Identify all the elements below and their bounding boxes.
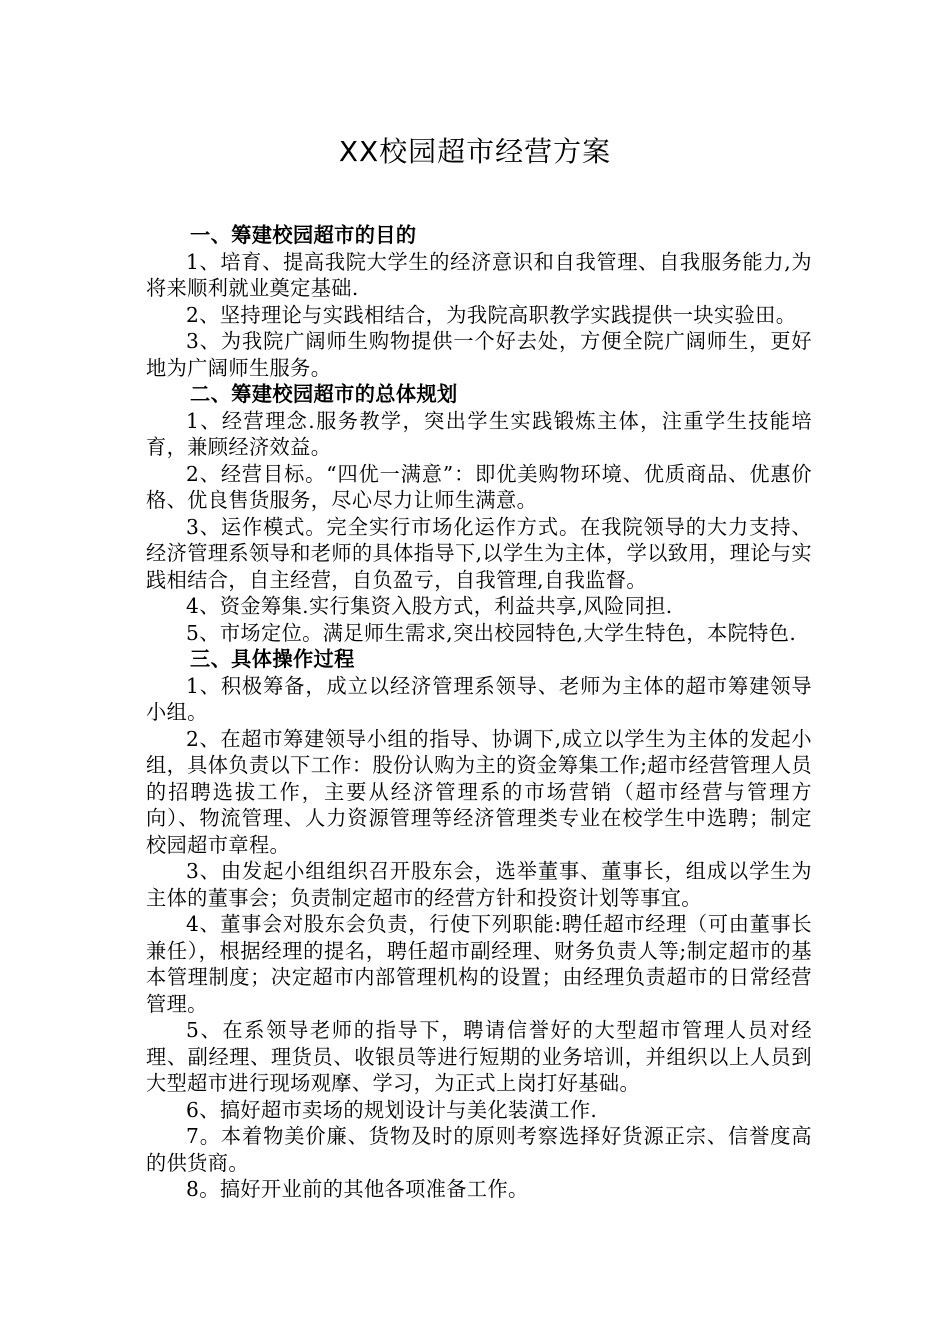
paragraph: 8。搞好开业前的其他各项准备工作。 <box>186 1177 529 1201</box>
paragraph: 1、积极筹备，成立以经济管理系领导、老师为主体的超市筹建领导小组。 <box>146 673 812 724</box>
paragraph: 2、经营目标。“四优一满意”：即优美购物环境、优质商品、优惠价格、优良售货服务，尽心尽力让师生满意。 <box>146 461 812 512</box>
section-heading: 一、筹建校园超市的目的 <box>190 223 417 247</box>
paragraph: 2、在超市筹建领导小组的指导、协调下,成立以学生为主体的发起小组，具体负责以下工作：股份认购为主的资金筹集工作;超市经营管理人员的招聘选拔工作，主要从经济管理系的市场营销（超市经营与管理方向）、物流管理、人力资源管理等经济管理类专业在校学生中选聘；制定校园超市章程。 <box>146 726 813 857</box>
paragraph: 3、由发起小组组织召开股东会，选举董事、董事长，组成以学生为主体的董事会；负责制定超市的经营方针和投资计划等事宜。 <box>146 859 812 910</box>
paragraph: 4、资金筹集.实行集资入股方式，利益共享,风险同担. <box>186 594 673 618</box>
paragraph: 2、坚持理论与实践相结合，为我院高职教学实践提供一块实验田。 <box>186 302 797 327</box>
paragraph: 1、培育、提高我院大学生的经济意识和自我管理、自我服务能力,为将来顺利就业奠定基础. <box>146 249 812 300</box>
paragraph: 3、为我院广阔师生购物提供一个好去处，方便全院广阔师生，更好地为广阔师生服务。 <box>146 329 812 380</box>
paragraph: 3、运作模式。完全实行市场化运作方式。在我院领导的大力支持、经济管理系领导和老师的具体指导下,以学生为主体，学以致用，理论与实践相结合，自主经营，自负盈亏，自我管理,自我监督。 <box>146 514 812 592</box>
paragraph: 1、经营理念.服务教学，突出学生实践锻炼主体，注重学生技能培育，兼顾经济效益。 <box>146 408 812 459</box>
section-heading: 二、筹建校园超市的总体规划 <box>190 382 458 406</box>
paragraph: 5、在系领导老师的指导下，聘请信誉好的大型超市管理人员对经理、副经理、理货员、收银员等进行短期的业务培训，并组织以上人员到大型超市进行现场观摩、学习，为正式上岗打好基础。 <box>146 1018 812 1095</box>
paragraph: 7。本着物美价廉、货物及时的原则考察选择好货源正宗、信誉度高的供货商。 <box>146 1124 812 1175</box>
section-heading: 三、具体操作过程 <box>190 647 355 671</box>
paragraph: 6、搞好超市卖场的规划设计与美化装潢工作. <box>186 1097 598 1122</box>
document-body <box>146 222 812 1203</box>
paragraph: 5、市场定位。满足师生需求,突出校园特色,大学生特色，本院特色. <box>186 620 797 645</box>
document-title: XX校园超市经营方案 <box>338 135 612 168</box>
paragraph: 4、董事会对股东会负责，行使下列职能:聘任超市经理（可由董事长兼任），根据经理的提名，聘任超市副经理、财务负责人等;制定超市的基本管理制度；决定超市内部管理机构的设置；由经理负责超市的日常经营管理。 <box>146 912 812 1016</box>
